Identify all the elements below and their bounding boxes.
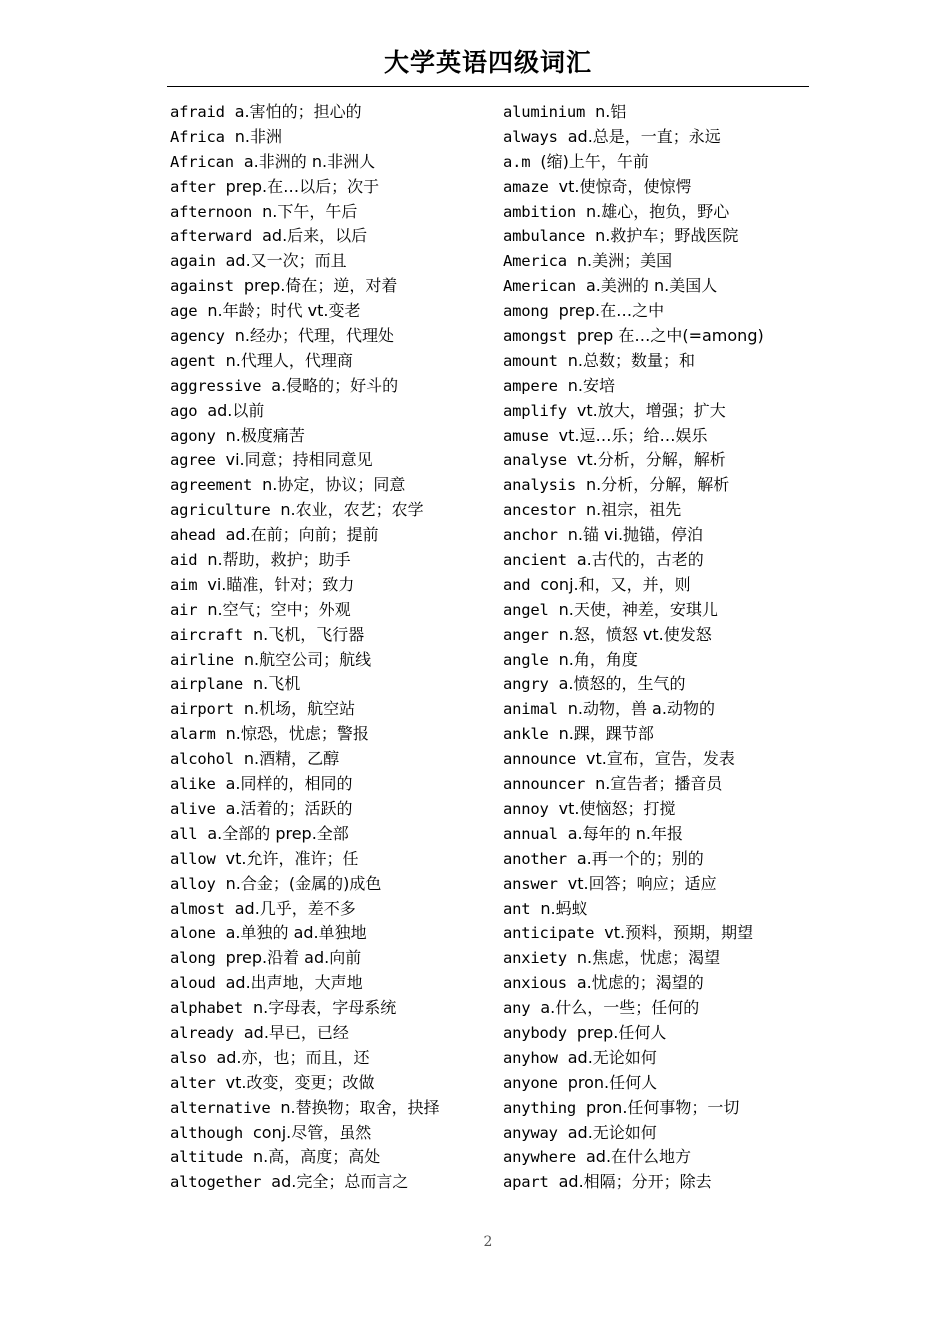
vocab-word: alloy — [170, 874, 216, 893]
vocab-word: America — [503, 252, 567, 271]
vocab-definition: n.机场，航空站 — [243, 699, 356, 719]
vocab-entry — [170, 249, 490, 274]
vocab-definition: a.侵略的；好斗的 — [271, 375, 399, 395]
vocab-entry — [170, 747, 490, 772]
vocab-definition: ad.亦，也；而且，还 — [216, 1047, 370, 1067]
vocab-word: alone — [170, 924, 216, 943]
vocab-entry — [170, 623, 490, 648]
vocab-entry — [503, 822, 813, 847]
vocab-definition: vt.宣布，宣告，发表 — [586, 749, 735, 769]
vocab-word: ambition — [503, 202, 577, 221]
vocab-entry — [503, 399, 813, 424]
vocab-definition: a.害怕的；担心的 — [234, 102, 362, 121]
vocab-definition: vt.分析，分解，解析 — [576, 450, 726, 470]
vocab-word: answer — [503, 874, 558, 893]
vocab-entry — [170, 224, 490, 249]
vocab-word: anxious — [503, 974, 567, 993]
vocab-word: aggressive — [170, 376, 262, 395]
vocab-entry — [503, 1046, 813, 1071]
vocab-word: announce — [503, 750, 577, 769]
vocab-entry — [170, 1170, 490, 1195]
vocab-word: after — [170, 177, 216, 196]
vocab-word: anticipate — [503, 924, 595, 943]
vocab-entry — [170, 473, 490, 498]
vocab-word: animal — [503, 700, 558, 719]
vocab-word: altogether — [170, 1173, 262, 1192]
vocab-word: all — [170, 824, 198, 843]
vocab-entry — [170, 399, 490, 424]
vocab-entry — [170, 200, 490, 225]
vocab-entry — [503, 1145, 813, 1170]
vocab-entry — [503, 175, 813, 200]
vocab-definition: n.铝 — [595, 102, 627, 121]
vocab-definition: ad.无论如何 — [567, 1122, 657, 1142]
vocab-entry — [170, 1145, 490, 1170]
vocab-entry — [503, 150, 813, 175]
vocab-definition: a.古代的，古老的 — [576, 550, 704, 570]
vocab-definition: n.焦虑，忧虑；渴望 — [576, 948, 721, 968]
vocab-word: amount — [503, 351, 558, 370]
vocab-entry — [503, 1121, 813, 1146]
vocab-word: anything — [503, 1098, 577, 1117]
vocab-entry — [503, 299, 813, 324]
vocab-entry — [503, 697, 813, 722]
vocab-word: ahead — [170, 526, 216, 545]
vocab-entry — [503, 100, 813, 125]
vocab-word: anyway — [503, 1123, 558, 1142]
vocab-definition: n.航空公司；航线 — [243, 649, 372, 669]
vocab-definition: ad.又一次；而且 — [225, 251, 347, 271]
vocab-word: and — [503, 575, 531, 594]
vocab-word: angle — [503, 650, 549, 669]
vocab-word: amuse — [503, 426, 549, 445]
vocab-entry — [503, 623, 813, 648]
vocab-word: almost — [170, 899, 225, 918]
vocab-entry — [170, 150, 490, 175]
vocab-word: apart — [503, 1173, 549, 1192]
vocab-word: annual — [503, 824, 558, 843]
vocab-definition: n.协定，协议；同意 — [262, 475, 406, 495]
vocab-word: anybody — [503, 1023, 567, 1042]
vocab-definition: n.经办；代理，代理处 — [234, 326, 394, 346]
vocab-definition: n.字母表，字母系统 — [253, 998, 397, 1018]
vocab-entry — [503, 672, 813, 697]
vocab-word: also — [170, 1048, 207, 1067]
vocab-definition: n.安培 — [567, 375, 615, 395]
vocab-word: alcohol — [170, 750, 234, 769]
vocab-definition: pron.任何人 — [567, 1072, 658, 1092]
vocab-word: Africa — [170, 127, 225, 146]
vocab-definition: n.角，角度 — [558, 649, 638, 669]
vocab-word: aloud — [170, 974, 216, 993]
vocab-word: afterward — [170, 227, 253, 246]
vocab-entry — [170, 324, 490, 349]
vocab-definition: ad.在前；向前；提前 — [225, 525, 379, 545]
vocab-word: among — [503, 302, 549, 321]
vocab-definition: prep.在…以后；次于 — [225, 176, 380, 196]
vocab-entry — [170, 374, 490, 399]
vocab-entry — [503, 772, 813, 797]
vocab-definition: pron.任何事物；一切 — [586, 1097, 740, 1117]
vocab-word: already — [170, 1023, 234, 1042]
vocab-entry — [170, 349, 490, 374]
vocab-entry — [170, 921, 490, 946]
vocab-word: anger — [503, 625, 549, 644]
vocab-definition: n.踝，踝节部 — [558, 724, 654, 744]
vocab-entry — [503, 1096, 813, 1121]
vocab-definition: ad.在什么地方 — [586, 1147, 692, 1167]
vocab-definition: prep 在…之中(=among) — [576, 326, 764, 346]
vocab-entry — [170, 1121, 490, 1146]
vocab-word: agreement — [170, 476, 253, 495]
vocab-definition: vi.同意；持相同意见 — [225, 450, 373, 470]
vocab-word: airline — [170, 650, 234, 669]
vocab-entry — [503, 200, 813, 225]
vocab-entry — [503, 249, 813, 274]
vocab-word: alternative — [170, 1098, 271, 1117]
vocab-definition: ad.无论如何 — [567, 1047, 657, 1067]
vocab-entry — [503, 648, 813, 673]
vocab-entry — [170, 672, 490, 697]
vocab-definition: n.农业，农艺；农学 — [280, 500, 424, 520]
vocab-entry — [170, 722, 490, 747]
vocab-word: ago — [170, 401, 198, 420]
vocab-entry — [503, 523, 813, 548]
vocab-entry — [503, 897, 813, 922]
vocab-word: amongst — [503, 327, 567, 346]
vocab-word: anyhow — [503, 1048, 558, 1067]
vocab-word: agency — [170, 327, 225, 346]
vocab-entry — [170, 523, 490, 548]
vocab-entry — [503, 274, 813, 299]
vocab-definition: ad.后来，以后 — [262, 226, 368, 246]
vocab-entry — [503, 125, 813, 150]
vocab-entry — [170, 847, 490, 872]
vocab-definition: n.高，高度；高处 — [253, 1147, 381, 1167]
vocab-definition: n.年龄；时代 vt.变老 — [207, 301, 361, 321]
vocab-definition: a.活着的；活跃的 — [225, 798, 353, 818]
vocab-entry — [503, 847, 813, 872]
vocab-word: amaze — [503, 177, 549, 196]
vocab-entry — [170, 548, 490, 573]
vocab-definition: n.帮助，救护；助手 — [207, 550, 351, 570]
vocab-definition: ad.完全；总而言之 — [271, 1172, 409, 1192]
vocab-definition: a.什么，一些；任何的 — [540, 998, 700, 1018]
vocab-entry — [503, 1071, 813, 1096]
vocab-definition: n.美洲；美国 — [576, 251, 673, 271]
vocab-definition: prep.沿着 ad.向前 — [225, 948, 362, 968]
vocab-word: ant — [503, 899, 531, 918]
vocab-definition: n.怒，愤怒 vt.使发怒 — [558, 624, 712, 644]
vocab-definition: n.极度痛苦 — [225, 425, 305, 445]
vocab-entry — [170, 299, 490, 324]
vocab-entry — [170, 573, 490, 598]
vocab-word: aid — [170, 551, 198, 570]
vocab-entry — [170, 1096, 490, 1121]
vocab-word: aluminium — [503, 103, 586, 121]
vocab-word: ancient — [503, 551, 567, 570]
vocab-definition: n.飞机 — [253, 674, 301, 694]
vocab-definition: n.动物，兽 a.动物的 — [567, 699, 715, 719]
vocab-entry — [170, 872, 490, 897]
vocab-entry — [170, 448, 490, 473]
vocab-entry — [503, 548, 813, 573]
vocab-word: anxiety — [503, 949, 567, 968]
vocab-definition: n.祖宗，祖先 — [586, 500, 682, 520]
vocab-word: a.m — [503, 152, 531, 171]
vocab-definition: n.惊恐，忧虑；警报 — [225, 724, 369, 744]
vocab-definition: n.蚂蚁 — [540, 898, 588, 918]
vocab-word: against — [170, 277, 234, 296]
vocab-word: aircraft — [170, 625, 244, 644]
vocab-word: air — [170, 600, 198, 619]
vocab-entry — [170, 1021, 490, 1046]
vocab-word: afraid — [170, 103, 225, 121]
vocab-definition: a.非洲的 n.非洲人 — [243, 151, 376, 171]
vocab-entry — [170, 971, 490, 996]
vocab-definition: n.下午，午后 — [262, 201, 358, 221]
vocab-entry — [170, 424, 490, 449]
vocab-word: ambulance — [503, 227, 586, 246]
vocab-entry — [170, 822, 490, 847]
vocab-definition: n.救护车；野战医院 — [595, 226, 739, 246]
vocab-definition: vt.使恼怒；打搅 — [558, 798, 676, 818]
vocab-definition: a.每年的 n.年报 — [567, 823, 683, 843]
vocab-entry — [503, 797, 813, 822]
vocab-definition: ad.以前 — [207, 400, 265, 420]
vocab-word: altitude — [170, 1148, 244, 1167]
vocab-word: alive — [170, 799, 216, 818]
vocab-word: again — [170, 252, 216, 271]
vocab-definition: n.锚 vi.抛锚，停泊 — [567, 525, 704, 545]
vocab-word: agent — [170, 351, 216, 370]
vocab-definition: a.美洲的 n.美国人 — [586, 276, 718, 296]
vocab-word: although — [170, 1123, 244, 1142]
vocab-column-left — [170, 100, 490, 1195]
vocab-definition: vt.逗…乐；给…娱乐 — [558, 425, 708, 445]
vocab-entry — [503, 448, 813, 473]
vocab-definition: n.宣告者；播音员 — [595, 774, 723, 794]
vocab-definition: a.同样的，相同的 — [225, 774, 353, 794]
vocab-entry — [503, 971, 813, 996]
vocab-word: angel — [503, 600, 549, 619]
vocab-word: airport — [170, 700, 234, 719]
vocab-entry — [503, 374, 813, 399]
vocab-entry — [170, 797, 490, 822]
vocab-entry — [503, 747, 813, 772]
vocab-word: African — [170, 152, 234, 171]
vocab-entry — [170, 897, 490, 922]
vocab-word: anyone — [503, 1073, 558, 1092]
vocab-entry — [503, 598, 813, 623]
vocab-definition: a.全部的 prep.全部 — [207, 823, 349, 843]
vocab-entry — [170, 125, 490, 150]
vocab-word: age — [170, 302, 198, 321]
vocab-definition: conj.和，又，并，则 — [540, 574, 691, 594]
vocab-word: annoy — [503, 799, 549, 818]
vocab-entry — [503, 996, 813, 1021]
vocab-entry — [503, 872, 813, 897]
vocab-column-right — [503, 100, 813, 1195]
vocab-entry — [503, 921, 813, 946]
vocab-definition: n.总数；数量；和 — [567, 350, 695, 370]
vocab-definition: prep.倚在；逆，对着 — [243, 276, 398, 296]
vocab-definition: ad.相隔；分开；除去 — [558, 1172, 712, 1192]
vocab-word: allow — [170, 849, 216, 868]
vocab-entry — [503, 349, 813, 374]
vocab-definition: n.代理人，代理商 — [225, 350, 353, 370]
vocab-word: amplify — [503, 401, 567, 420]
vocab-word: anywhere — [503, 1148, 577, 1167]
vocab-definition: a.忧虑的；渴望的 — [576, 973, 704, 993]
vocab-definition: conj.尽管，虽然 — [253, 1122, 372, 1142]
page-header — [167, 44, 809, 87]
vocab-word: analysis — [503, 476, 577, 495]
vocab-entry — [170, 996, 490, 1021]
vocab-word: agree — [170, 451, 216, 470]
vocab-entry — [170, 1071, 490, 1096]
vocab-definition: vi.瞄准，针对；致力 — [207, 574, 355, 594]
vocab-entry — [503, 473, 813, 498]
vocab-definition: n.非洲 — [234, 126, 282, 146]
vocab-definition: vt.使惊奇，使惊愕 — [558, 176, 692, 196]
vocab-definition: ad.几乎，差不多 — [234, 898, 356, 918]
vocab-entry — [503, 722, 813, 747]
vocab-word: aim — [170, 575, 198, 594]
vocab-definition: n.雄心，抱负，野心 — [586, 201, 730, 221]
page-title: 大学英语四级词汇 — [383, 48, 592, 77]
vocab-definition: n.分析，分解，解析 — [586, 475, 730, 495]
vocab-definition: vt.改变，变更；改做 — [225, 1072, 375, 1092]
vocab-word: anchor — [503, 526, 558, 545]
vocab-definition: vt.放大，增强；扩大 — [576, 400, 726, 420]
vocab-word: any — [503, 999, 531, 1018]
vocab-word: angry — [503, 675, 549, 694]
vocab-definition: a.愤怒的，生气的 — [558, 674, 686, 694]
vocab-definition: ad.早已，已经 — [243, 1022, 349, 1042]
vocab-word: agriculture — [170, 501, 271, 520]
vocab-definition: ad.总是，一直；永远 — [567, 126, 721, 146]
vocab-definition: n.合金；(金属的)成色 — [225, 873, 382, 893]
vocab-word: alphabet — [170, 999, 244, 1018]
vocab-definition: vt.预料，预期，期望 — [604, 923, 754, 943]
vocab-entry — [503, 324, 813, 349]
vocab-word: always — [503, 127, 558, 146]
vocab-entry — [170, 175, 490, 200]
vocab-entry — [170, 100, 490, 125]
vocab-word: American — [503, 277, 577, 296]
vocab-entry — [503, 573, 813, 598]
vocab-entry — [170, 498, 490, 523]
vocab-word: along — [170, 949, 216, 968]
vocab-definition: n.飞机，飞行器 — [253, 624, 365, 644]
vocab-definition: n.酒精，乙醇 — [243, 749, 340, 769]
vocab-word: agony — [170, 426, 216, 445]
vocab-entry — [503, 498, 813, 523]
vocab-entry — [170, 946, 490, 971]
vocab-definition: vt.回答；响应；适应 — [567, 873, 717, 893]
vocab-word: ampere — [503, 376, 558, 395]
vocab-definition: prep.任何人 — [576, 1022, 667, 1042]
page-number: 2 — [483, 1234, 493, 1250]
vocab-definition: n.替换物；取舍，抉择 — [280, 1097, 440, 1117]
vocab-entry — [503, 946, 813, 971]
vocab-word: ankle — [503, 725, 549, 744]
vocab-definition: a.再一个的；别的 — [576, 848, 704, 868]
vocab-definition: n.空气；空中；外观 — [207, 599, 351, 619]
vocab-entry — [170, 772, 490, 797]
vocab-definition: n.天使，神差，安琪儿 — [558, 599, 718, 619]
vocab-definition: prep.在…之中 — [558, 301, 665, 321]
vocab-word: announcer — [503, 775, 586, 794]
vocab-word: airplane — [170, 675, 244, 694]
vocab-entry — [170, 1046, 490, 1071]
vocab-entry — [503, 1021, 813, 1046]
vocab-definition: ad.出声地，大声地 — [225, 973, 363, 993]
vocab-word: alarm — [170, 725, 216, 744]
vocab-word: another — [503, 849, 567, 868]
vocab-word: alike — [170, 775, 216, 794]
vocab-definition: a.单独的 ad.单独地 — [225, 923, 367, 943]
vocab-entry — [170, 697, 490, 722]
vocab-definition: vt.允许，准许；任 — [225, 848, 359, 868]
vocab-entry — [170, 598, 490, 623]
vocab-entry — [503, 424, 813, 449]
vocab-entry — [503, 224, 813, 249]
vocab-entry — [170, 648, 490, 673]
vocab-word: afternoon — [170, 202, 253, 221]
vocab-word: ancestor — [503, 501, 577, 520]
vocab-definition: (缩)上午，午前 — [540, 151, 649, 171]
vocab-word: analyse — [503, 451, 567, 470]
vocab-word: alter — [170, 1073, 216, 1092]
vocab-entry — [503, 1170, 813, 1195]
vocab-entry — [170, 274, 490, 299]
